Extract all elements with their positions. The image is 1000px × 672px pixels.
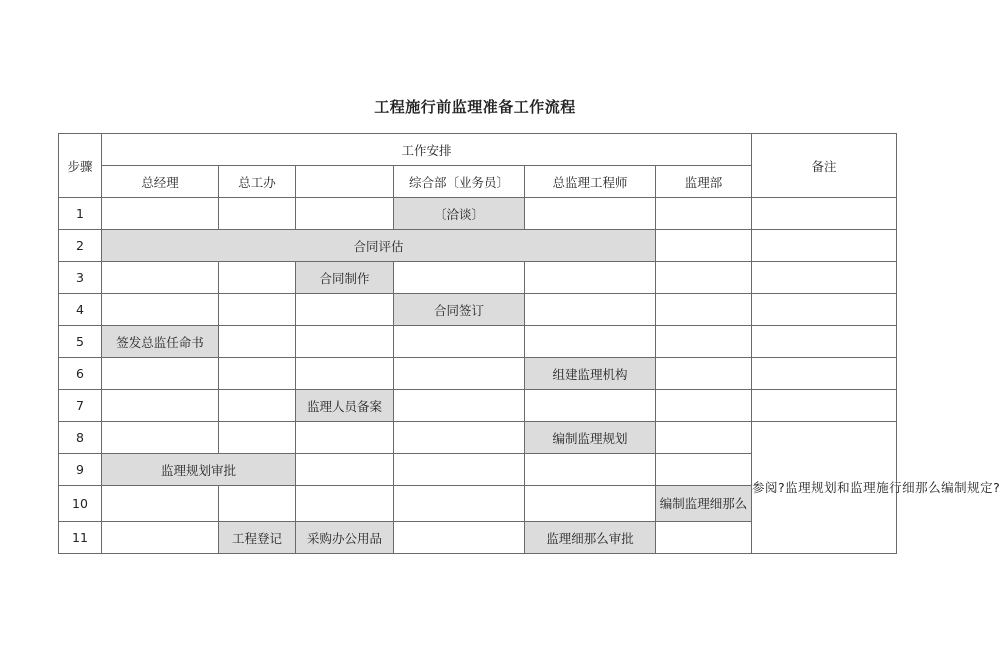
table-cell bbox=[394, 326, 525, 358]
table-cell bbox=[102, 486, 219, 522]
task-cell: 合同制作 bbox=[296, 262, 394, 294]
table-cell bbox=[219, 358, 296, 390]
task-cell: 签发总监任命书 bbox=[102, 326, 219, 358]
table-cell bbox=[102, 262, 219, 294]
table-cell bbox=[102, 358, 219, 390]
step-header: 步骤 bbox=[59, 134, 102, 198]
table-cell bbox=[656, 326, 752, 358]
table-cell bbox=[102, 422, 219, 454]
table-cell bbox=[656, 294, 752, 326]
step-number: 11 bbox=[59, 522, 102, 554]
table-row bbox=[59, 358, 897, 390]
note-cell bbox=[752, 230, 897, 262]
task-cell: 组建监理机构 bbox=[525, 358, 656, 390]
table-row bbox=[59, 198, 897, 230]
note-text: 参阅?监理规划和监理施行细那么编制规定? bbox=[752, 480, 1000, 495]
table-cell bbox=[296, 358, 394, 390]
table-cell bbox=[219, 326, 296, 358]
table-cell bbox=[525, 486, 656, 522]
step-number: 6 bbox=[59, 358, 102, 390]
table-cell bbox=[525, 262, 656, 294]
step-number: 7 bbox=[59, 390, 102, 422]
table-cell bbox=[102, 390, 219, 422]
task-cell: 编制监理细那么 bbox=[656, 486, 752, 522]
note-cell bbox=[752, 326, 897, 358]
table-cell bbox=[296, 326, 394, 358]
table-cell bbox=[656, 230, 752, 262]
step-number: 3 bbox=[59, 262, 102, 294]
note-cell bbox=[752, 262, 897, 294]
table-cell bbox=[219, 294, 296, 326]
note-header: 备注 bbox=[752, 134, 897, 198]
table-cell bbox=[102, 294, 219, 326]
table-cell bbox=[219, 262, 296, 294]
table-cell bbox=[219, 390, 296, 422]
table-cell bbox=[525, 326, 656, 358]
column-header-chief-supervising-engineer: 总监理工程师 bbox=[525, 166, 656, 198]
task-cell: 合同签订 bbox=[394, 294, 525, 326]
work-arrangement-header: 工作安排 bbox=[102, 134, 752, 166]
column-header-blank bbox=[296, 166, 394, 198]
task-cell: 〔洽谈〕 bbox=[394, 198, 525, 230]
table-cell bbox=[656, 422, 752, 454]
table-cell bbox=[394, 522, 525, 554]
table-cell bbox=[394, 422, 525, 454]
table-row bbox=[59, 262, 897, 294]
table-cell bbox=[656, 358, 752, 390]
table-cell bbox=[296, 454, 394, 486]
task-cell: 监理细那么审批 bbox=[525, 522, 656, 554]
table-cell bbox=[394, 262, 525, 294]
table-cell bbox=[656, 262, 752, 294]
column-header-general-department: 综合部〔业务员〕 bbox=[394, 166, 525, 198]
note-cell bbox=[752, 198, 897, 230]
table-cell bbox=[525, 454, 656, 486]
table-cell bbox=[394, 390, 525, 422]
table-cell bbox=[296, 486, 394, 522]
header-row-1 bbox=[59, 134, 897, 166]
table-cell bbox=[296, 198, 394, 230]
task-cell: 编制监理规划 bbox=[525, 422, 656, 454]
table-cell bbox=[296, 422, 394, 454]
page-title: 工程施行前监理准备工作流程 bbox=[374, 98, 576, 116]
table-cell bbox=[656, 390, 752, 422]
workflow-table bbox=[58, 133, 1000, 554]
note-cell bbox=[752, 390, 897, 422]
task-cell: 监理规划审批 bbox=[102, 454, 296, 486]
table-row bbox=[59, 422, 897, 454]
task-cell: 工程登记 bbox=[219, 522, 296, 554]
table-cell bbox=[296, 294, 394, 326]
table-cell bbox=[394, 358, 525, 390]
table-cell bbox=[219, 486, 296, 522]
table-cell bbox=[656, 522, 752, 554]
column-header-general-manager: 总经理 bbox=[102, 166, 219, 198]
table-cell bbox=[219, 422, 296, 454]
step-number: 4 bbox=[59, 294, 102, 326]
table-row bbox=[59, 294, 897, 326]
table-cell bbox=[525, 390, 656, 422]
task-cell: 监理人员备案 bbox=[296, 390, 394, 422]
table-cell bbox=[656, 454, 752, 486]
table-cell bbox=[525, 198, 656, 230]
table-row bbox=[59, 390, 897, 422]
step-number: 10 bbox=[59, 486, 102, 522]
note-cell bbox=[752, 358, 897, 390]
table-row bbox=[59, 230, 897, 262]
column-header-chief-engineer-office: 总工办 bbox=[219, 166, 296, 198]
step-number: 2 bbox=[59, 230, 102, 262]
note-reference bbox=[752, 422, 1000, 554]
table-cell bbox=[219, 198, 296, 230]
column-header-supervision-department: 监理部 bbox=[656, 166, 752, 198]
table-cell bbox=[525, 294, 656, 326]
note-cell bbox=[752, 294, 897, 326]
table-row bbox=[59, 326, 897, 358]
table-cell bbox=[102, 198, 219, 230]
table-cell bbox=[102, 522, 219, 554]
step-number: 1 bbox=[59, 198, 102, 230]
task-cell: 合同评估 bbox=[102, 230, 656, 262]
step-number: 5 bbox=[59, 326, 102, 358]
table-cell bbox=[656, 198, 752, 230]
table-cell bbox=[394, 454, 525, 486]
step-number: 8 bbox=[59, 422, 102, 454]
task-cell: 采购办公用品 bbox=[296, 522, 394, 554]
step-number: 9 bbox=[59, 454, 102, 486]
table-cell bbox=[394, 486, 525, 522]
